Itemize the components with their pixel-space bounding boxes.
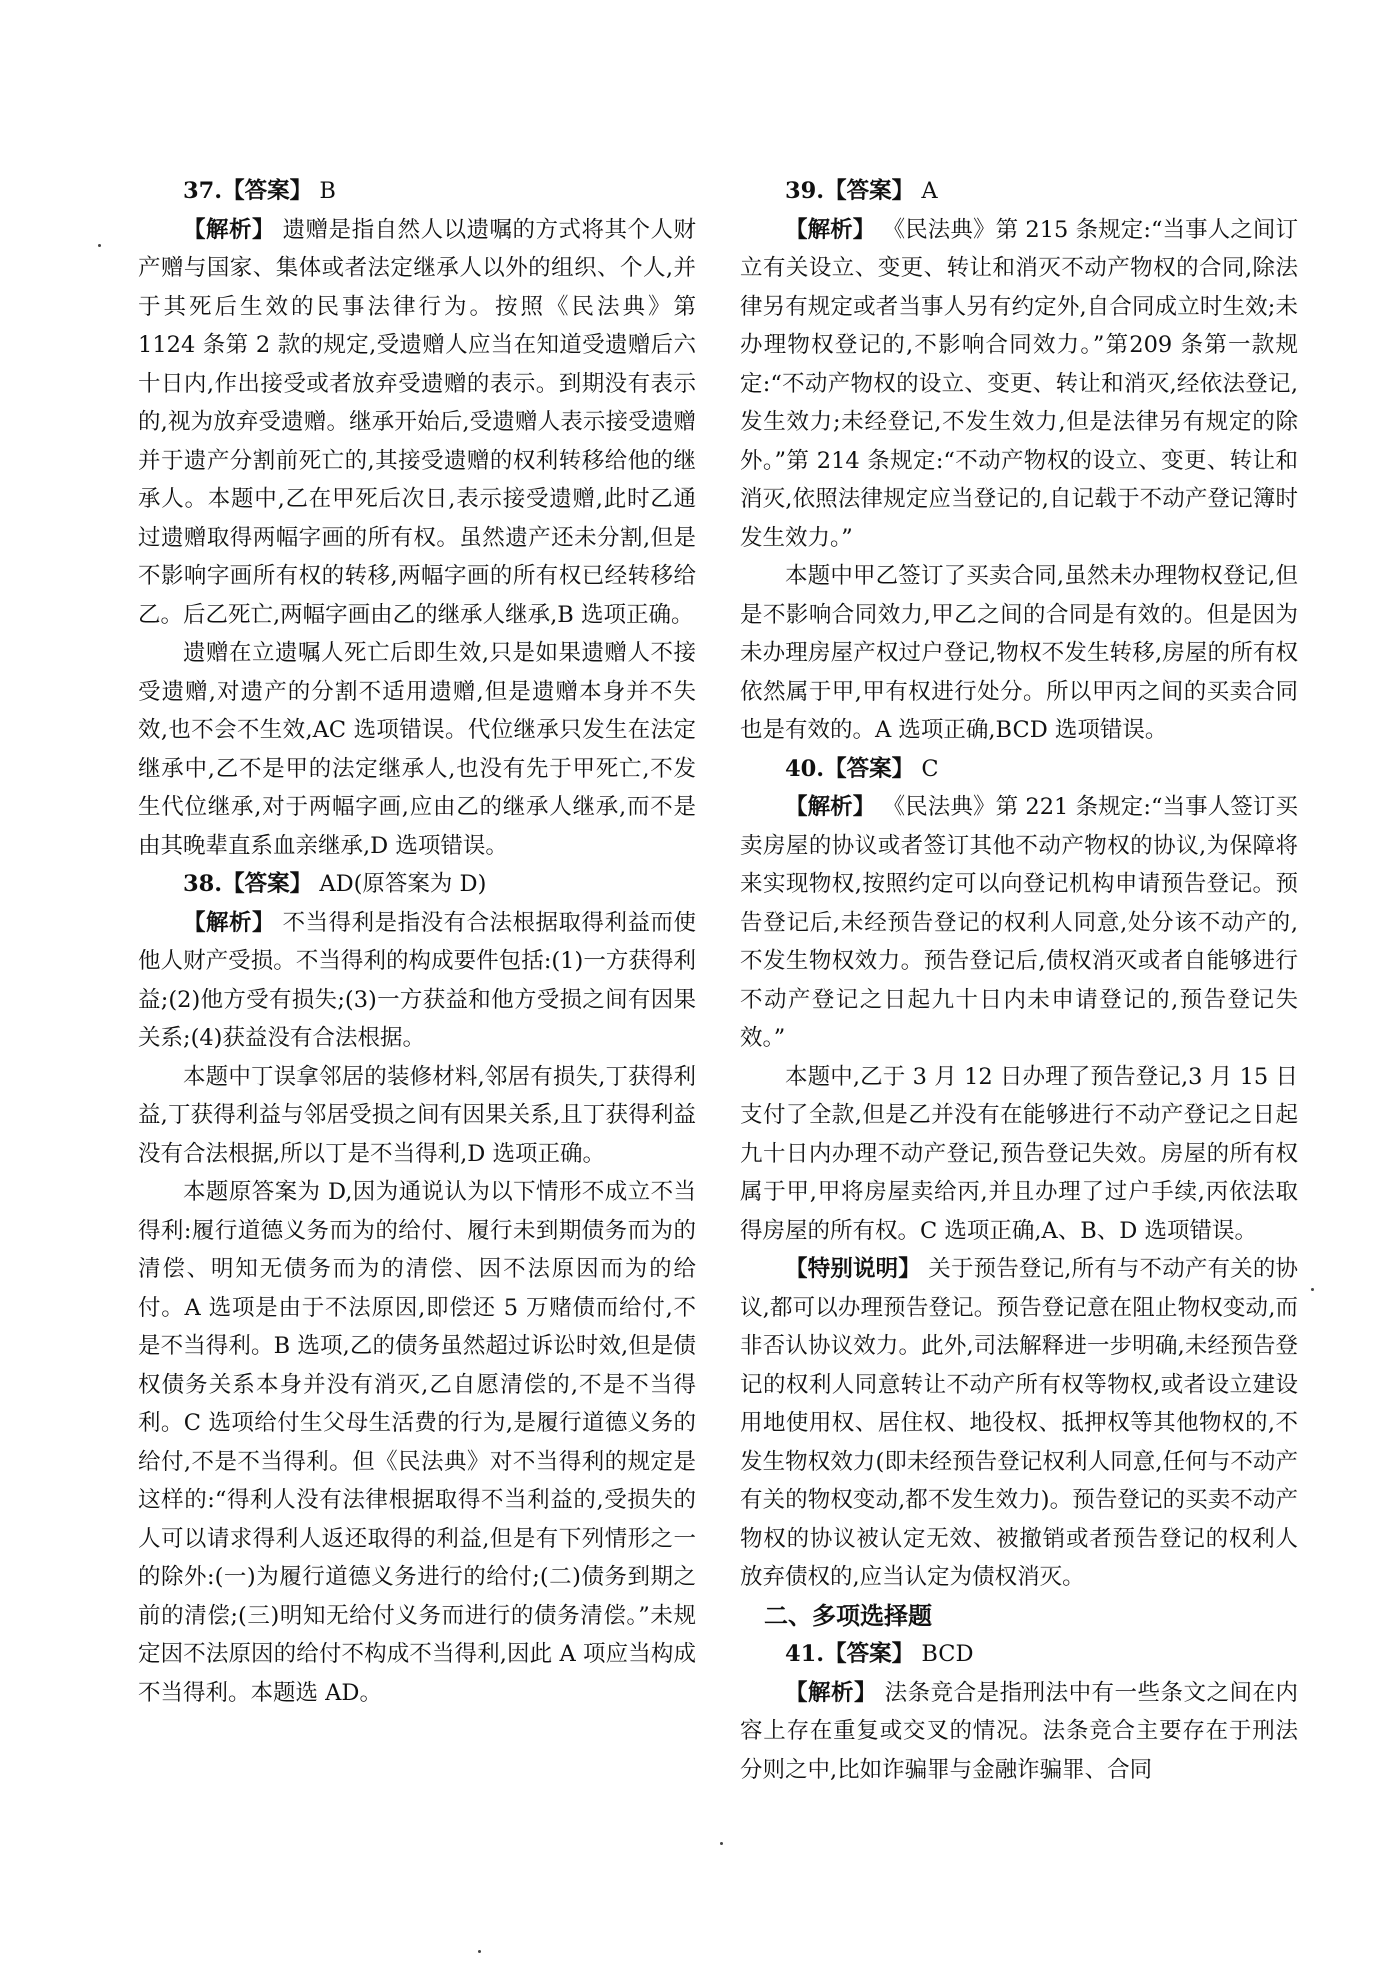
analysis-tag: 【解析】 <box>785 216 876 243</box>
answer-tag: 【答案】 <box>824 755 915 782</box>
paragraph-text: 不当得利是指没有合法根据取得利益而使他人财产受损。不当得利的构成要件包括:(1)一方获得利益;(2)他方受有损失;(3)一方获益和他方受损之间有因果关系;(4)获益没有合法根据。 <box>138 909 696 1051</box>
explanation-paragraph <box>740 1058 1298 1251</box>
paragraph-text: 本题原答案为 D,因为通说认为以下情形不成立不当得利:履行道德义务而为的给付、履行未到期债务而为的清偿、明知无债务而为的清偿、因不法原因而为的给付。A 选项是由于不法原因,即偿还 5 万赌债而给付,不是不当得利。B 选项,乙的债务虽然超过诉讼时效,但是债权债务关系本身并没有消灭,乙自愿清偿的,不是不当得利。C 选项给付生父母生活费的行为,是履行道德义务的给付,不是不当得利。但《民法典》对不当得利的规定是这样的:“得利人没有法律根据取得不当利益的,受损失的人可以请求得利人返还取得的利益,但是有下列情形之一的除外:(一)为履行道德义务进行的给付;(二)债务到期之前的清偿;(三)明知无给付义务而进行的债务清偿。”未规定因不法原因的给付不构成不当得利,因此 A 项应当构成不当得利。本题选 AD。 <box>138 1179 696 1706</box>
explanation-paragraph <box>138 904 696 1058</box>
explanation-paragraph <box>740 557 1298 750</box>
answer-tag: 【答案】 <box>222 178 313 204</box>
question-number: 39. <box>785 178 825 204</box>
explanation-paragraph <box>138 211 696 635</box>
answer-line <box>740 750 1298 789</box>
answer-value: C <box>914 755 939 782</box>
answer-line <box>740 172 1298 211</box>
paragraph-text: 《民法典》第 221 条规定:“当事人签订买卖房屋的协议或者签订其他不动产物权的协议,为保障将来实现物权,按照约定可以向登记机构申请预告登记。预告登记后,未经预告登记的权利人同意,处分该不动产的,不发生物权效力。预告登记后,债权消灭或者自能够进行不动产登记之日起九十日内未申请登记的,预告登记失效。” <box>740 794 1298 1051</box>
question-number: 38. <box>183 871 223 897</box>
explanation-paragraph <box>138 1058 696 1174</box>
answer-value: B <box>312 178 336 204</box>
answer-tag: 【答案】 <box>222 871 313 897</box>
paragraph-text: 遗赠在立遗嘱人死亡后即生效,只是如果遗赠人不接受遗赠,对遗产的分割不适用遗赠,但是遗赠本身并不失效,也不会不生效,AC 选项错误。代位继承只发生在法定继承中,乙不是甲的法定继承人,也没有先于甲死亡,不发生代位继承,对于两幅字画,应由乙的继承人继承,而不是由其晚辈直系血亲继承,D 选项错误。 <box>138 640 696 859</box>
answer-value: A <box>914 178 938 204</box>
scan-speck <box>98 244 101 247</box>
analysis-tag: 【解析】 <box>785 794 876 820</box>
scan-speck <box>478 1950 481 1953</box>
question-number: 37. <box>183 178 223 204</box>
paragraph-text: 本题中丁误拿邻居的装修材料,邻居有损失,丁获得利益,丁获得利益与邻居受损之间有因果关系,且丁获得利益没有合法根据,所以丁是不当得利,D 选项正确。 <box>138 1063 696 1167</box>
left-column <box>138 172 696 1712</box>
paragraph-text: 遗赠是指自然人以遗嘱的方式将其个人财产赠与国家、集体或者法定继承人以外的组织、个人,并于其死后生效的民事法律行为。按照《民法典》第 1124 条第 2 款的规定,受遗赠人应当在知道受遗赠后六十日内,作出接受或者放弃受遗赠的表示。到期没有表示的,视为放弃受遗赠。继承开始后,受遗赠人表示接受遗赠并于遗产分割前死亡的,其接受遗赠的权利转移给他的继承人。本题中,乙在甲死后次日,表示接受遗赠,此时乙通过遗赠取得两幅字画的所有权。虽然遗产还未分割,但是不影响字画所有权的转移,两幅字画的所有权已经转移给乙。后乙死亡,两幅字画由乙的继承人继承,B 选项正确。 <box>138 216 696 628</box>
scan-speck <box>1311 1288 1314 1291</box>
paragraph-text: 关于预告登记,所有与不动产有关的协议,都可以办理预告登记。预告登记意在阻止物权变动,而非否认协议效力。此外,司法解释进一步明确,未经预告登记的权利人同意转让不动产所有权等物权,或者设立建设用地使用权、居住权、地役权、抵押权等其他物权的,不发生物权效力(即未经预告登记权利人同意,任何与不动产有关的物权变动,都不发生效力)。预告登记的买卖不动产物权的协议被认定无效、被撤销或者预告登记的权利人放弃债权的,应当认定为债权消灭。 <box>740 1256 1298 1590</box>
explanation-paragraph <box>138 634 696 865</box>
analysis-tag: 【解析】 <box>183 216 275 243</box>
section-heading: 二、多项选择题 <box>764 1600 932 1630</box>
answer-line <box>138 865 696 904</box>
question-number: 41. <box>785 1641 825 1667</box>
answer-tag: 【答案】 <box>824 1641 915 1667</box>
right-column <box>740 172 1298 1789</box>
paragraph-text: 《民法典》第 215 条规定:“当事人之间订立有关设立、变更、转让和消灭不动产物权的合同,除法律另有规定或者当事人另有约定外,自合同成立时生效;未办理物权登记的,不影响合同效力。”第209 条第一款规定:“不动产物权的设立、变更、转让和消灭,经依法登记,发生效力;未经登记,不发生效力,但是法律另有规定的除外。”第 214 条规定:“不动产物权的设立、变更、转让和消灭,依照法律规定应当登记的,自记载于不动产登记簿时发生效力。” <box>740 216 1298 551</box>
answer-tag: 【答案】 <box>824 178 915 204</box>
analysis-tag: 【解析】 <box>785 1679 877 1706</box>
answer-line <box>740 1635 1298 1674</box>
explanation-paragraph <box>740 788 1298 1058</box>
explanation-paragraph <box>740 211 1298 558</box>
paragraph-text: 法条竞合是指刑法中有一些条文之间在内容上存在重复或交叉的情况。法条竞合主要存在于刑法分则之中,比如诈骗罪与金融诈骗罪、合同 <box>740 1679 1298 1783</box>
analysis-tag: 【特别说明】 <box>785 1256 921 1282</box>
answer-value: AD(原答案为 D) <box>312 871 487 897</box>
question-number: 40. <box>785 755 825 782</box>
explanation-paragraph <box>740 1250 1298 1597</box>
scan-speck <box>720 1842 723 1845</box>
answer-value: BCD <box>914 1641 974 1667</box>
explanation-paragraph <box>138 1173 696 1712</box>
explanation-paragraph <box>740 1674 1298 1790</box>
paragraph-text: 本题中甲乙签订了买卖合同,虽然未办理物权登记,但是不影响合同效力,甲乙之间的合同是有效的。但是因为未办理房屋产权过户登记,物权不发生转移,房屋的所有权依然属于甲,甲有权进行处分。所以甲丙之间的买卖合同也是有效的。A 选项正确,BCD 选项错误。 <box>740 563 1298 743</box>
answer-line <box>138 172 696 211</box>
analysis-tag: 【解析】 <box>183 909 275 936</box>
paragraph-text: 本题中,乙于 3 月 12 日办理了预告登记,3 月 15 日支付了全款,但是乙并没有在能够进行不动产登记之日起九十日内办理不动产登记,预告登记失效。房屋的所有权属于甲,甲将房屋卖给丙,并且办理了过户手续,丙依法取得房屋的所有权。C 选项正确,A、B、D 选项错误。 <box>740 1063 1298 1244</box>
